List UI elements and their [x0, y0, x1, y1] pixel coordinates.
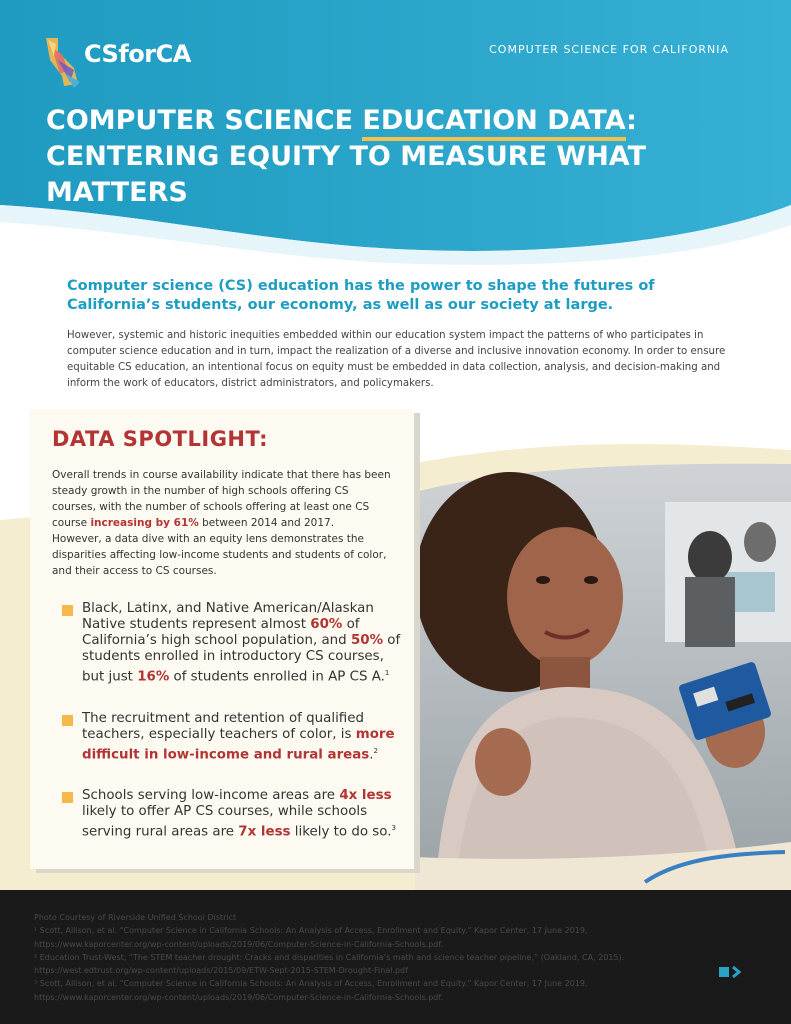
intro-paragraph: However, systemic and historic inequities embedded within our education system impact the patterns of who participates in computer science education and in turn, impact the realization of a diverse and inclusive innovation economy. In order to ensure equitable CS education, an intentional focus on equity must be embedded in data collection, analysis, and decision-making and inform the work of educators, district administrators, and policymakers. [67, 330, 726, 389]
data-spotlight-card: DATA SPOTLIGHT: Overall trends in course availability indicate that there has been steady growth in the number of high schools offering CS courses, with the number of schools offering at least one CS course increasing by 61% between 2014 and 2017. However, a data dive with an equity lens demonstrates the disparities affecting low-income students and students of color, and their access to CS courses. Black, Latinx, and Native American/Alaskan Native students represent almost 60% of California’s high school population, and 50% of students enrolled in introductory CS courses, but just 16% of students enrolled in AP CS A.$^1$ The recruitment and retention of qualified teachers, especially teachers of color, is more difficult in low-income and rural areas.$^2$ Schools serving low-income areas are 4x less likely to offer AP CS courses, while schools serving rural areas are 7x less likely to do so.$^3$ [30, 409, 414, 869]
footer-references [0, 890, 791, 1024]
bullet-square-icon [62, 792, 73, 803]
spotlight-paragraph-1: Overall trends in course availability indicate that there has been steady growth in the number of high schools offering CS courses, with the number of schools offering at least one CS course increasing by 61% between 2014 and 2017. [52, 469, 391, 529]
reference-2: ² Education Trust-West, “The STEM teacher drought: Cracks and disparities in California’s math and science teacher pipeline,” (Oakland, CA, 2015). [34, 952, 625, 962]
bullet-square-icon [62, 715, 73, 726]
photo-credit: Photo Courtesy of Riverside Unified School District [34, 913, 237, 922]
page-title: COMPUTER SCIENCE EDUCATION DATA: CENTERING EQUITY TO MEASURE WHAT MATTERS [46, 105, 647, 208]
reference-1: ¹ Scott, Allison, et al. “Computer Science in California Schools: An Analysis of Access, Enrollment and Equity.” Kapor Center, 17 June 2019, [34, 926, 588, 936]
spotlight-title: DATA SPOTLIGHT: [52, 427, 269, 451]
reference-3: ³ Scott, Allison, et al. “Computer Science in California Schools: An Analysis of Access, Enrollment and Equity.” Kapor Center, 17 June 2019, [34, 979, 588, 989]
logo-text: CSforCA [84, 40, 191, 68]
reference-1-url[interactable]: https://www.kaporcenter.org/wp-content/uploads/2019/06/Computer-Science-in-California-Schools.pdf. [34, 939, 444, 949]
header-tagline: COMPUTER SCIENCE FOR CALIFORNIA [489, 43, 729, 56]
next-page-icon[interactable] [719, 966, 743, 978]
bullet-square-icon [62, 605, 73, 616]
reference-2-url[interactable]: https://west.edtrust.org/wp-content/uploads/2015/09/ETW-Sept-2015-STEM-Drought-Final.pdf [34, 966, 408, 976]
student-photo [415, 462, 791, 890]
spotlight-paragraph-2: However, a data dive with an equity lens demonstrates the disparities affecting low-income students and students of color, and their access to CS courses. [52, 533, 387, 577]
reference-3-url[interactable]: https://www.kaporcenter.org/wp-content/uploads/2019/06/Computer-Science-in-California-Schools.pdf. [34, 992, 444, 1002]
lead-paragraph: Computer science (CS) education has the power to shape the futures of California’s students, our economy, as well as our society at large. [67, 278, 655, 313]
